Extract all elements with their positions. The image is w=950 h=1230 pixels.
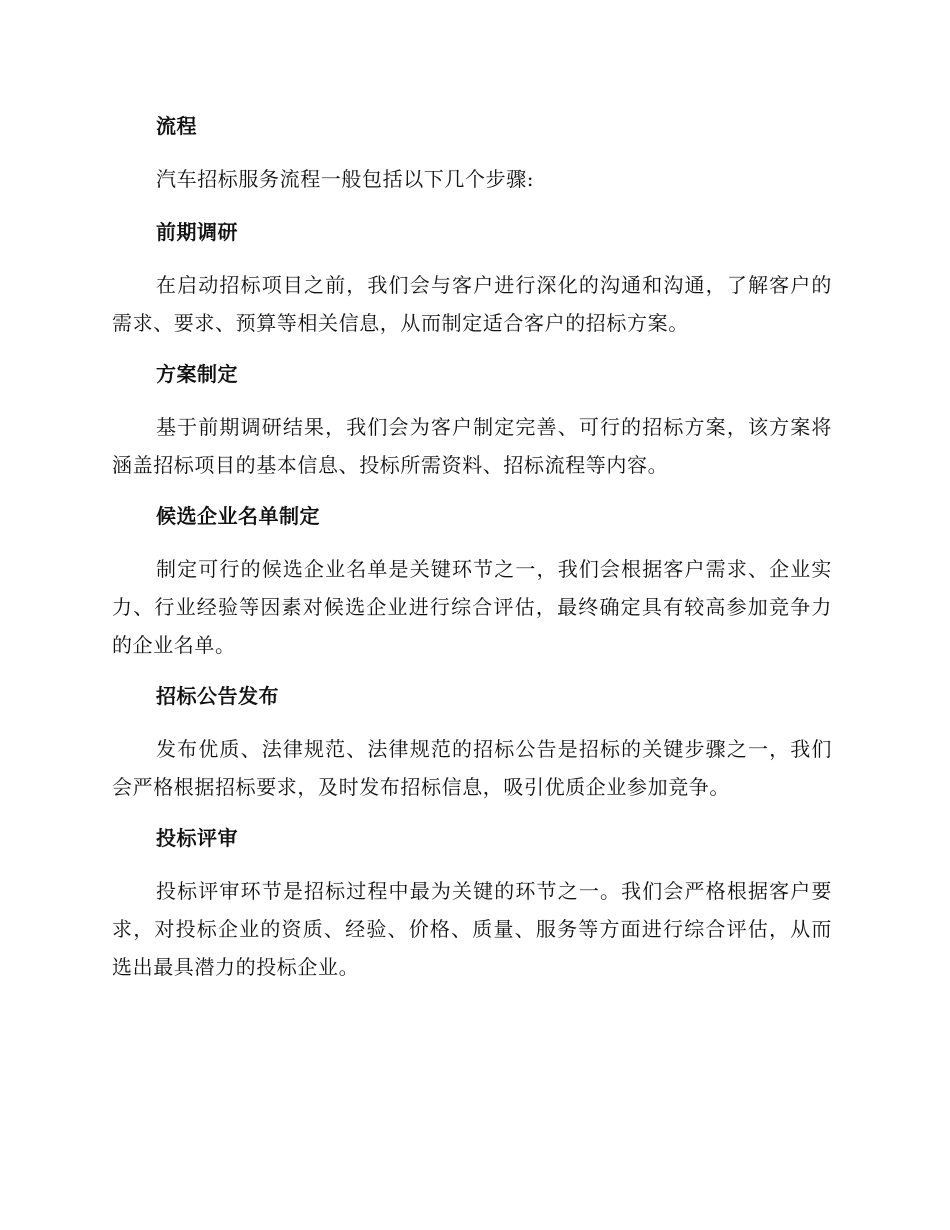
intro-paragraph: 汽车招标服务流程一般包括以下几个步骤: <box>156 167 535 191</box>
research-paragraph: 在启动招标项目之前，我们会与客户进行深化的沟通和沟通，了解客户的需求、要求、预算等相关信息，从而制定适合客户的招标方案。 <box>112 273 832 335</box>
announcement-paragraph: 发布优质、法律规范、法律规范的招标公告是招标的关键步骤之一，我们会严格根据招标要求，及时发布招标信息，吸引优质企业参加竞争。 <box>112 737 832 799</box>
candidates-paragraph: 制定可行的候选企业名单是关键环节之一，我们会根据客户需求、企业实力、行业经验等因素对候选企业进行综合评估，最终确定具有较高参加竞争力的企业名单。 <box>112 557 832 657</box>
section-heading-plan: 方案制定 <box>156 362 238 386</box>
review-paragraph: 投标评审环节是招标过程中最为关键的环节之一。我们会严格根据客户要求，对投标企业的资质、经验、价格、质量、服务等方面进行综合评估，从而选出最具潜力的投标企业。 <box>112 879 832 979</box>
plan-paragraph: 基于前期调研结果，我们会为客户制定完善、可行的招标方案，该方案将涵盖招标项目的基本信息、投标所需资料、招标流程等内容。 <box>112 415 832 477</box>
section-heading-process: 流程 <box>156 114 197 138</box>
section-heading-review: 投标评审 <box>156 826 238 850</box>
section-heading-candidates: 候选企业名单制定 <box>156 504 320 528</box>
section-heading-research: 前期调研 <box>156 220 238 244</box>
section-heading-announcement: 招标公告发布 <box>156 684 279 708</box>
document-body <box>112 108 832 1000</box>
